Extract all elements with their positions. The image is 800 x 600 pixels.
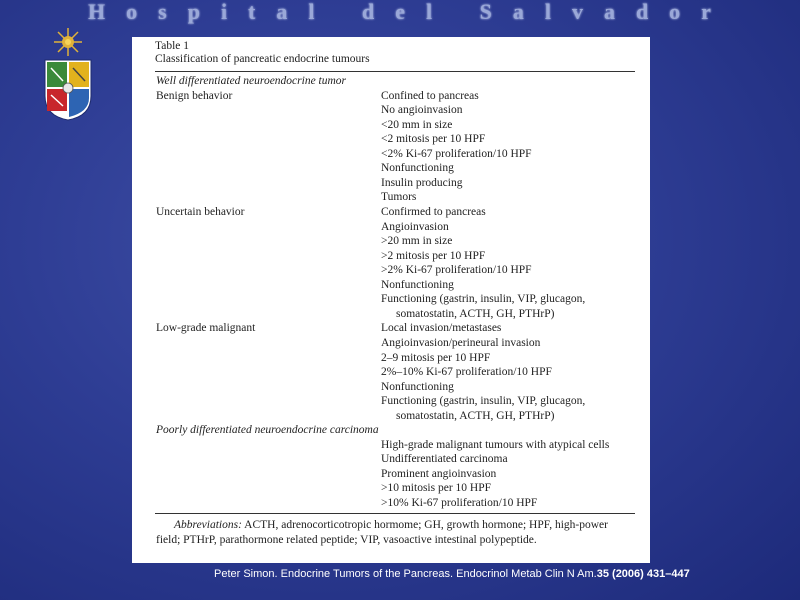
criterion-item: Nonfunctioning — [381, 380, 454, 393]
table-caption — [155, 40, 370, 66]
criterion-item: Confirmed to pancreas — [381, 206, 486, 218]
table-label: Table 1 — [155, 40, 190, 52]
category-label: Benign behavior — [156, 89, 233, 102]
criterion-item: Tumors — [381, 191, 417, 204]
criterion-item: Insulin producing — [381, 176, 463, 189]
criterion-item: <2% Ki-67 proliferation/10 HPF — [381, 147, 532, 160]
criterion-item: 2–9 mitosis per 10 HPF — [381, 351, 491, 364]
university-crest-logo — [40, 26, 96, 122]
table-top-rule — [155, 71, 635, 72]
criterion-item: >10% Ki-67 proliferation/10 HPF — [381, 497, 538, 509]
sun-star-icon — [54, 28, 82, 56]
citation — [214, 568, 690, 580]
criterion-item: Local invasion/metastases — [381, 322, 502, 335]
criterion-item: somatostatin, ACTH, GH, PTHrP) — [396, 409, 555, 422]
criterion-item: >2 mitosis per 10 HPF — [381, 249, 486, 262]
category-label: Low-grade malignant — [156, 322, 256, 335]
criterion-item: 2%–10% Ki-67 proliferation/10 HPF — [381, 366, 552, 378]
criterion-item: <20 mm in size — [381, 118, 453, 131]
criterion-item: >10 mitosis per 10 HPF — [381, 482, 491, 495]
criterion-item: Prominent angioinvasion — [381, 467, 497, 480]
slide-header-title: Hospital del Salvador — [88, 0, 732, 24]
criterion-item: High-grade malignant tumours with atypical cells — [381, 438, 610, 451]
abbreviations-text: ACTH, adrenocorticotropic hormome; GH, growth hormone; HPF, high-power field; PTHrP, parathormone related peptide; VIP, vasoactive intestinal polypeptide. — [156, 519, 608, 546]
criterion-item: Nonfunctioning — [381, 162, 454, 175]
table-bottom-rule — [155, 513, 635, 514]
abbreviations-note — [156, 518, 634, 547]
criterion-item: Confined to pancreas — [381, 89, 479, 102]
shield-icon — [45, 60, 91, 120]
criterion-item: >2% Ki-67 proliferation/10 HPF — [381, 264, 532, 277]
criterion-item: Angioinvasion — [381, 220, 449, 233]
criterion-item: Functioning (gastrin, insulin, VIP, glucagon, — [381, 395, 586, 408]
criterion-item: No angioinvasion — [381, 104, 463, 117]
criterion-item: >20 mm in size — [381, 235, 453, 248]
criterion-item: <2 mitosis per 10 HPF — [381, 133, 486, 146]
citation-text: Peter Simon. Endocrine Tumors of the Pancreas. Endocrinol Metab Clin N Am. — [214, 568, 597, 580]
citation-volume: 35 (2006) 431–447 — [596, 568, 690, 580]
criterion-item: Undifferentiated carcinoma — [381, 453, 508, 466]
criterion-item: Angioinvasion/perineural invasion — [381, 336, 541, 349]
abbreviations-label: Abbreviations: — [174, 519, 242, 531]
criterion-item: somatostatin, ACTH, GH, PTHrP) — [396, 307, 555, 320]
category-label: Uncertain behavior — [156, 206, 245, 218]
table-caption-text: Classification of pancreatic endocrine tumours — [155, 53, 370, 65]
criterion-item: Nonfunctioning — [381, 278, 454, 291]
section-title: Well differentiated neuroendocrine tumor — [156, 75, 347, 87]
section-title: Poorly differentiated neuroendocrine carcinoma — [156, 424, 379, 437]
criterion-item: Functioning (gastrin, insulin, VIP, glucagon, — [381, 293, 586, 306]
table-document — [132, 37, 650, 563]
